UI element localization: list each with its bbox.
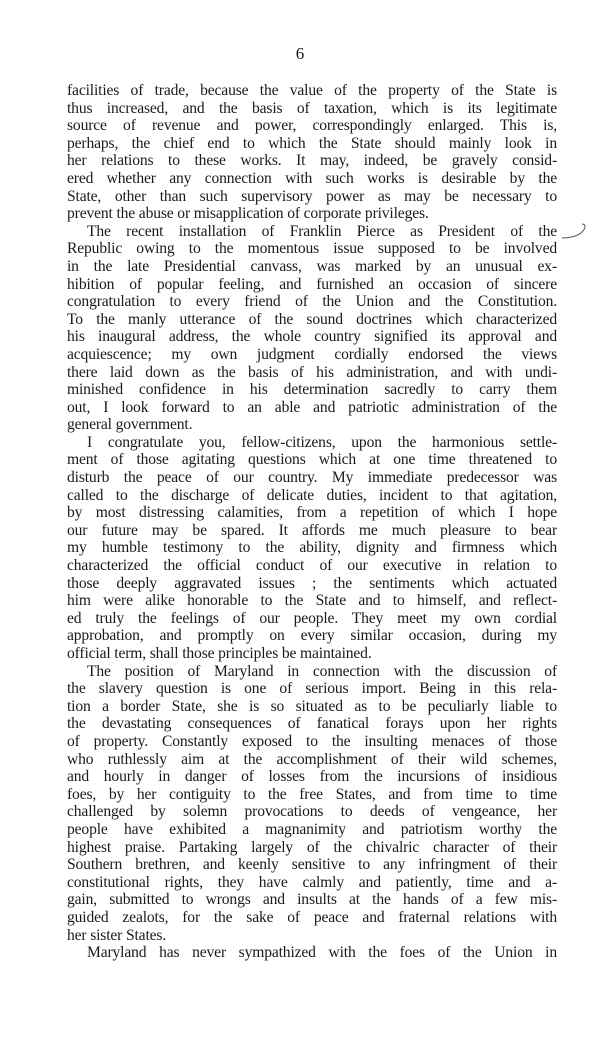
text-line: in the late Presidential canvass, was marked by an unusual ex- — [67, 257, 557, 275]
text-line: general government. — [67, 416, 193, 434]
paragraph — [67, 223, 557, 434]
text-line: people have exhibited a magnanimity and patriotism worthy the — [67, 820, 557, 838]
text-line: his inaugural address, the whole country signified its approval and — [67, 328, 557, 346]
text-line: gain, submitted to wrongs and insults at the hands of a few mis- — [67, 891, 557, 909]
paragraph — [67, 434, 557, 663]
paragraph — [67, 944, 557, 962]
text-line: disturb the peace of our country. My immediate predecessor was — [67, 469, 557, 487]
text-line: characterized the official conduct of our executive in relation to — [67, 557, 557, 575]
text-line: official term, shall those principles be maintained. — [67, 645, 372, 662]
text-line: The position of Maryland in connection with the discussion of — [87, 662, 557, 680]
pencil-mark-icon — [560, 222, 590, 242]
text-line: by most distressing calamities, from a repetition of which I hope — [67, 504, 557, 522]
text-line: perhaps, the chief end to which the State should mainly look in — [67, 134, 557, 152]
text-line: source of revenue and power, correspondingly enlarged. This is, — [67, 117, 557, 135]
page-number: 6 — [295, 44, 305, 63]
text-line: approbation, and promptly on every similar occasion, during my — [67, 627, 557, 645]
text-line: congratulation to every friend of the Union and the Constitution. — [67, 293, 557, 311]
text-line: called to the discharge of delicate duties, incident to that agitation, — [67, 486, 557, 504]
text-line: the devastating consequences of fanatical forays upon her rights — [67, 715, 557, 733]
text-line: there laid down as the basis of his administration, and with undi- — [67, 363, 557, 381]
paragraph — [67, 82, 557, 223]
text-line: highest praise. Partaking largely of the chivalric character of their — [67, 838, 557, 856]
text-line: thus increased, and the basis of taxation, which is its legitimate — [67, 99, 557, 117]
text-line: of property. Constantly exposed to the insulting menaces of those — [67, 732, 557, 750]
text-line: acquiescence; my own judgment cordially endorsed the views — [67, 345, 557, 363]
text-line: guided zealots, for the sake of peace and fraternal relations with — [67, 908, 557, 926]
text-line: ed truly the feelings of our people. They meet my own cordial — [67, 609, 557, 627]
text-line: Republic owing to the momentous issue supposed to be involved — [67, 240, 557, 258]
text-line: our future may be spared. It affords me much pleasure to bear — [67, 521, 557, 539]
text-line: who ruthlessly aim at the accomplishment of their wild schemes, — [67, 750, 557, 768]
text-line: ment of those agitating questions which at one time threatened to — [67, 451, 557, 469]
text-line: challenged by solemn provocations to deeds of vengeance, her — [67, 803, 557, 821]
text-line: The recent installation of Franklin Pierce as President of the — [87, 222, 557, 240]
text-line: facilities of trade, because the value of the property of the State is — [67, 82, 557, 99]
document-body — [67, 82, 557, 962]
paragraph — [67, 663, 557, 945]
text-line: State, other than such supervisory power as may be necessary to — [67, 187, 557, 205]
text-line: tion a border State, she is so situated as to be peculiarly liable to — [67, 697, 557, 715]
text-line: hibition of popular feeling, and furnished an occasion of sincere — [67, 275, 557, 293]
text-line: ered whether any connection with such works is desirable by the — [67, 169, 557, 187]
text-line: minished confidence in his determination sacredly to carry them — [67, 381, 557, 399]
text-line: Southern brethren, and keenly sensitive to any infringment of their — [67, 856, 557, 874]
text-line: foes, by her contiguity to the free States, and from time to time — [67, 785, 557, 803]
text-line: constitutional rights, they have calmly and patiently, time and a- — [67, 873, 557, 891]
text-line: I congratulate you, fellow-citizens, upon the harmonious settle- — [87, 433, 557, 451]
text-line: out, I look forward to an able and patriotic administration of the — [67, 398, 557, 416]
text-line: her relations to these works. It may, indeed, be gravely consid- — [67, 152, 557, 170]
text-line: prevent the abuse or misapplication of corporate privileges. — [67, 205, 429, 223]
text-line: Maryland has never sympathized with the foes of the Union in — [87, 944, 557, 962]
text-line: and hourly in danger of losses from the incursions of insidious — [67, 768, 557, 786]
text-line: my humble testimony to the ability, dignity and firmness which — [67, 539, 557, 557]
text-line: her sister States. — [67, 926, 167, 944]
text-line: To the manly utterance of the sound doctrines which characterized — [67, 310, 557, 328]
text-line: him were alike honorable to the State and to himself, and reflect- — [67, 592, 557, 610]
text-line: the slavery question is one of serious import. Being in this rela- — [67, 680, 557, 698]
text-line: those deeply aggravated issues ; the sentiments which actuated — [67, 574, 557, 592]
